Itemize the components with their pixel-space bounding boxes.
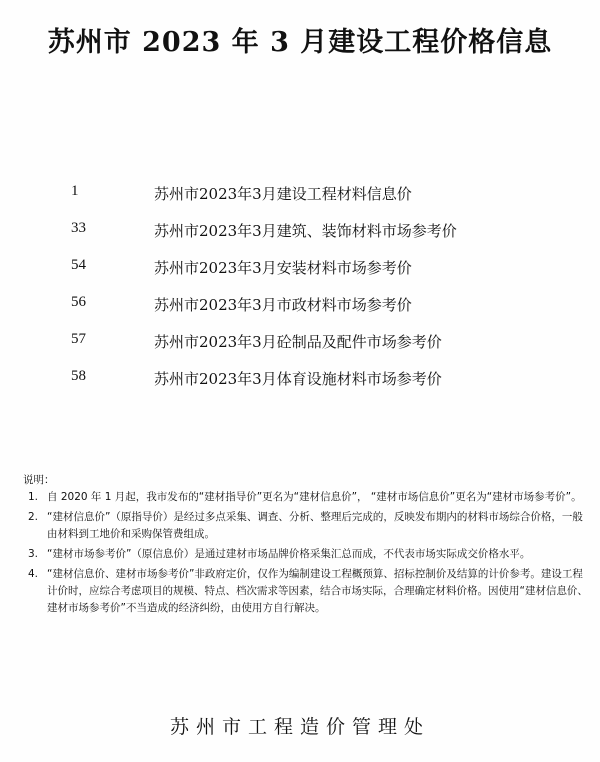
notes-heading: 说明： [23,474,55,486]
note-number: 1. [28,491,39,503]
issuer-name: 苏州市工程造价管理处 [169,716,430,738]
note-item [23,509,588,543]
note-item [23,546,588,563]
notes-section [23,472,588,620]
note-text: “建材市场参考价”（原信息价）是通过建材市场品牌价格采集汇总而成，不代表市场实际成交价格水平。 [47,548,531,560]
toc-entry-title: 苏州市2023年3月砼制品及配件市场参考价 [154,333,442,351]
toc-entry-title: 苏州市2023年3月市政材料市场参考价 [154,296,412,314]
table-of-contents [0,183,600,405]
toc-entry-title: 苏州市2023年3月建设工程材料信息价 [154,185,412,203]
toc-entry-title: 苏州市2023年3月建筑、装饰材料市场参考价 [154,222,457,240]
note-number: 3. [28,548,39,560]
toc-page-number: 57 [71,331,86,347]
note-text: “建材信息价、建材市场参考价”非政府定价，仅作为编制建设工程概预算、招标控制价及结算的计价参考。建设工程计价时，应综合考虑项目的规模、特点、档次需求等因素，结合市场实际，合理确定材料价格。因使用“建材信息价、建材市场参考价”不当造成的经济纠纷，由使用方自行解决。 [47,568,588,614]
note-number: 2. [28,511,39,523]
note-text: “建材信息价”（原指导价）是经过多点采集、调查、分析、整理后完成的，反映发布期内的材料市场综合价格，一般由材料到工地价和采购保管费组成。 [47,511,583,540]
note-text: 自 2020 年 1 月起，我市发布的“建材指导价”更名为“建材信息价”， “建材市场信息价”更名为“建材市场参考价”。 [47,491,582,503]
toc-page-number: 54 [71,257,86,273]
toc-entry [0,294,600,331]
toc-entry-title: 苏州市2023年3月安装材料市场参考价 [154,259,412,277]
toc-entry [0,257,600,294]
toc-page-number: 1 [71,183,79,199]
note-number: 4. [28,568,39,580]
toc-entry-title: 苏州市2023年3月体育设施材料市场参考价 [154,370,442,388]
toc-page-number: 56 [71,294,86,310]
toc-entry [0,331,600,368]
toc-page-number: 58 [71,368,86,384]
toc-entry [0,183,600,220]
toc-entry [0,220,600,257]
note-item [23,566,588,617]
toc-entry [0,368,600,405]
note-item [23,489,588,506]
page-title: 苏州市 2023 年 3 月建设工程价格信息 [47,27,553,58]
toc-page-number: 33 [71,220,86,236]
